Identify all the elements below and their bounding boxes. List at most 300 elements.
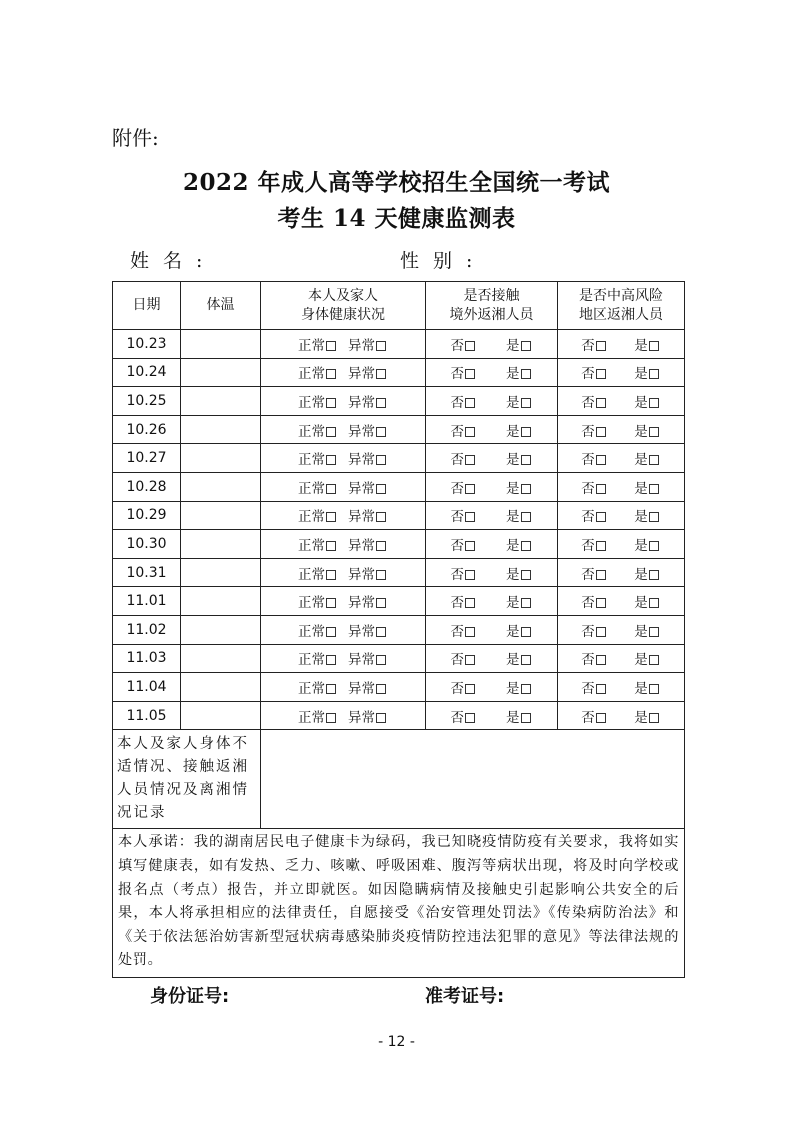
exam-number-label: 准考证号: [425, 986, 505, 1007]
temperature-cell[interactable] [181, 615, 261, 644]
page-number: - 12 - [378, 1034, 415, 1050]
checkbox-icon[interactable] [649, 369, 659, 379]
column-header-date: 日期 [113, 282, 181, 330]
checkbox-icon[interactable] [326, 455, 336, 465]
checkbox-icon[interactable] [521, 484, 531, 494]
date-cell: 11.03 [113, 644, 181, 673]
no-option[interactable] [451, 648, 478, 668]
no-option[interactable] [581, 448, 608, 468]
yes-option[interactable] [634, 334, 661, 354]
no-label: 否 [450, 709, 464, 726]
no-option[interactable] [581, 477, 608, 497]
yes-option[interactable] [634, 563, 661, 583]
abnormal-option[interactable] [348, 563, 388, 583]
yes-option[interactable] [506, 648, 533, 668]
no-option[interactable] [581, 362, 608, 382]
no-option[interactable] [581, 620, 608, 640]
contact-cell [426, 701, 558, 730]
yes-label: 是 [634, 337, 648, 354]
yes-label: 是 [634, 709, 648, 726]
no-option[interactable] [581, 534, 608, 554]
no-label: 否 [581, 337, 595, 354]
table-row [113, 615, 685, 644]
no-option[interactable] [451, 448, 478, 468]
normal-label: 正常 [298, 566, 325, 583]
yes-label: 是 [506, 595, 520, 612]
abnormal-option[interactable] [348, 706, 388, 726]
yes-option[interactable] [634, 534, 661, 554]
checkbox-icon[interactable] [465, 598, 475, 608]
yes-option[interactable] [506, 505, 533, 525]
contact-cell [426, 444, 558, 473]
date-cell: 10.24 [113, 358, 181, 387]
risk-area-cell [558, 415, 685, 444]
risk-area-cell [558, 472, 685, 501]
yes-label: 是 [634, 680, 648, 697]
health-status-cell [261, 530, 426, 559]
normal-label: 正常 [298, 394, 325, 411]
checkbox-icon[interactable] [521, 427, 531, 437]
checkbox-icon[interactable] [521, 684, 531, 694]
normal-option[interactable] [298, 448, 338, 468]
checkbox-icon[interactable] [326, 341, 336, 351]
checkbox-icon[interactable] [596, 427, 606, 437]
no-option[interactable] [581, 334, 608, 354]
checkbox-icon[interactable] [465, 684, 475, 694]
normal-label: 正常 [298, 366, 325, 383]
checkbox-icon[interactable] [326, 713, 336, 723]
checkbox-icon[interactable] [596, 484, 606, 494]
abnormal-option[interactable] [348, 391, 388, 411]
checkbox-icon[interactable] [596, 713, 606, 723]
abnormal-option[interactable] [348, 334, 388, 354]
health-status-cell [261, 415, 426, 444]
checkbox-icon[interactable] [649, 655, 659, 665]
normal-option[interactable] [298, 505, 338, 525]
no-option[interactable] [451, 505, 478, 525]
checkbox-icon[interactable] [521, 455, 531, 465]
yes-option[interactable] [634, 591, 661, 611]
no-option[interactable] [451, 706, 478, 726]
checkbox-icon[interactable] [521, 341, 531, 351]
abnormal-option[interactable] [348, 505, 388, 525]
checkbox-icon[interactable] [326, 684, 336, 694]
no-label: 否 [450, 452, 464, 469]
checkbox-icon[interactable] [521, 369, 531, 379]
no-label: 否 [450, 537, 464, 554]
temperature-cell[interactable] [181, 444, 261, 473]
yes-option[interactable] [506, 477, 533, 497]
yes-option[interactable] [634, 648, 661, 668]
checkbox-icon[interactable] [376, 341, 386, 351]
abnormal-option[interactable] [348, 620, 388, 640]
checkbox-icon[interactable] [465, 713, 475, 723]
column-header-risk-area: 是否中高风险 地区返湘人员 [558, 282, 685, 330]
abnormal-option[interactable] [348, 677, 388, 697]
yes-label: 是 [506, 566, 520, 583]
no-option[interactable] [581, 563, 608, 583]
date-cell: 11.02 [113, 615, 181, 644]
abnormal-option[interactable] [348, 591, 388, 611]
checkbox-icon[interactable] [465, 427, 475, 437]
normal-label: 正常 [298, 709, 325, 726]
normal-label: 正常 [298, 509, 325, 526]
abnormal-option[interactable] [348, 420, 388, 440]
record-field[interactable] [261, 730, 685, 829]
temperature-cell[interactable] [181, 587, 261, 616]
no-option[interactable] [581, 391, 608, 411]
abnormal-label: 异常 [348, 652, 375, 669]
checkbox-icon[interactable] [465, 369, 475, 379]
health-status-cell [261, 387, 426, 416]
abnormal-label: 异常 [348, 394, 375, 411]
checkbox-icon[interactable] [465, 455, 475, 465]
checkbox-icon[interactable] [596, 627, 606, 637]
checkbox-icon[interactable] [326, 598, 336, 608]
checkbox-icon[interactable] [376, 627, 386, 637]
risk-area-cell [558, 530, 685, 559]
normal-label: 正常 [298, 652, 325, 669]
checkbox-icon[interactable] [326, 627, 336, 637]
no-option[interactable] [581, 677, 608, 697]
abnormal-option[interactable] [348, 534, 388, 554]
checkbox-icon[interactable] [376, 398, 386, 408]
temperature-cell[interactable] [181, 701, 261, 730]
abnormal-option[interactable] [348, 477, 388, 497]
checkbox-icon[interactable] [649, 455, 659, 465]
no-option[interactable] [451, 563, 478, 583]
no-option[interactable] [581, 591, 608, 611]
checkbox-icon[interactable] [596, 455, 606, 465]
yes-label: 是 [506, 394, 520, 411]
yes-label: 是 [506, 509, 520, 526]
yes-label: 是 [634, 423, 648, 440]
normal-option[interactable] [298, 362, 338, 382]
checkbox-icon[interactable] [521, 541, 531, 551]
table-row [113, 415, 685, 444]
contact-cell [426, 530, 558, 559]
yes-label: 是 [506, 623, 520, 640]
contact-cell [426, 558, 558, 587]
column-header-temperature: 体温 [181, 282, 261, 330]
checkbox-icon[interactable] [326, 427, 336, 437]
date-cell: 10.29 [113, 501, 181, 530]
temperature-cell[interactable] [181, 501, 261, 530]
health-status-cell [261, 673, 426, 702]
normal-label: 正常 [298, 595, 325, 612]
yes-option[interactable] [506, 706, 533, 726]
normal-option[interactable] [298, 563, 338, 583]
yes-option[interactable] [634, 706, 661, 726]
checkbox-icon[interactable] [596, 541, 606, 551]
checkbox-icon[interactable] [465, 398, 475, 408]
checkbox-icon[interactable] [326, 541, 336, 551]
normal-option[interactable] [298, 334, 338, 354]
checkbox-icon[interactable] [649, 598, 659, 608]
no-label: 否 [581, 509, 595, 526]
checkbox-icon[interactable] [521, 598, 531, 608]
no-option[interactable] [451, 477, 478, 497]
table-row [113, 530, 685, 559]
normal-option[interactable] [298, 534, 338, 554]
yes-label: 是 [634, 623, 648, 640]
table-row [113, 673, 685, 702]
checkbox-icon[interactable] [376, 655, 386, 665]
checkbox-icon[interactable] [596, 512, 606, 522]
checkbox-icon[interactable] [376, 713, 386, 723]
checkbox-icon[interactable] [376, 598, 386, 608]
checkbox-icon[interactable] [596, 684, 606, 694]
yes-option[interactable] [506, 362, 533, 382]
abnormal-option[interactable] [348, 648, 388, 668]
name-label: 姓名: [130, 250, 217, 272]
temperature-cell[interactable] [181, 330, 261, 359]
normal-label: 正常 [298, 337, 325, 354]
checkbox-icon[interactable] [649, 512, 659, 522]
contact-cell [426, 387, 558, 416]
id-number-label: 身份证号: [150, 986, 230, 1007]
table-row [113, 330, 685, 359]
checkbox-icon[interactable] [376, 684, 386, 694]
no-label: 否 [581, 366, 595, 383]
contact-cell [426, 501, 558, 530]
yes-option[interactable] [634, 620, 661, 640]
checkbox-icon[interactable] [649, 541, 659, 551]
yes-option[interactable] [506, 591, 533, 611]
no-label: 否 [581, 652, 595, 669]
health-status-cell [261, 444, 426, 473]
yes-label: 是 [634, 652, 648, 669]
date-cell: 11.04 [113, 673, 181, 702]
abnormal-option[interactable] [348, 362, 388, 382]
table-row [113, 444, 685, 473]
yes-option[interactable] [634, 391, 661, 411]
yes-option[interactable] [506, 334, 533, 354]
temperature-cell[interactable] [181, 387, 261, 416]
normal-option[interactable] [298, 391, 338, 411]
date-cell: 10.26 [113, 415, 181, 444]
abnormal-label: 异常 [348, 623, 375, 640]
temperature-cell[interactable] [181, 673, 261, 702]
no-label: 否 [450, 652, 464, 669]
checkbox-icon[interactable] [376, 455, 386, 465]
no-option[interactable] [451, 620, 478, 640]
normal-option[interactable] [298, 706, 338, 726]
checkbox-icon[interactable] [649, 627, 659, 637]
temperature-cell[interactable] [181, 530, 261, 559]
no-option[interactable] [451, 391, 478, 411]
risk-area-cell [558, 587, 685, 616]
risk-area-cell [558, 615, 685, 644]
risk-area-cell [558, 358, 685, 387]
checkbox-icon[interactable] [596, 570, 606, 580]
checkbox-icon[interactable] [465, 512, 475, 522]
document-title: 2022 年成人高等学校招生全国统一考试 [182, 169, 611, 196]
yes-label: 是 [506, 680, 520, 697]
normal-option[interactable] [298, 648, 338, 668]
no-option[interactable] [451, 534, 478, 554]
normal-option[interactable] [298, 677, 338, 697]
temperature-cell[interactable] [181, 472, 261, 501]
checkbox-icon[interactable] [376, 484, 386, 494]
no-option[interactable] [581, 420, 608, 440]
temperature-cell[interactable] [181, 358, 261, 387]
checkbox-icon[interactable] [521, 398, 531, 408]
checkbox-icon[interactable] [649, 684, 659, 694]
abnormal-label: 异常 [348, 509, 375, 526]
abnormal-label: 异常 [348, 595, 375, 612]
table-row [113, 558, 685, 587]
document-subtitle: 考生 14 天健康监测表 [277, 205, 516, 232]
no-label: 否 [581, 537, 595, 554]
checkbox-icon[interactable] [326, 369, 336, 379]
checkbox-icon[interactable] [521, 627, 531, 637]
no-label: 否 [581, 709, 595, 726]
table-row [113, 501, 685, 530]
yes-label: 是 [506, 652, 520, 669]
no-label: 否 [450, 509, 464, 526]
yes-option[interactable] [506, 620, 533, 640]
no-option[interactable] [451, 334, 478, 354]
yes-label: 是 [506, 709, 520, 726]
checkbox-icon[interactable] [596, 598, 606, 608]
no-label: 否 [581, 480, 595, 497]
checkbox-icon[interactable] [596, 655, 606, 665]
normal-label: 正常 [298, 452, 325, 469]
yes-option[interactable] [506, 563, 533, 583]
no-option[interactable] [451, 362, 478, 382]
checkbox-icon[interactable] [649, 713, 659, 723]
no-option[interactable] [451, 591, 478, 611]
checkbox-icon[interactable] [521, 713, 531, 723]
yes-label: 是 [506, 537, 520, 554]
yes-label: 是 [506, 423, 520, 440]
risk-area-cell [558, 330, 685, 359]
checkbox-icon[interactable] [465, 655, 475, 665]
checkbox-icon[interactable] [376, 570, 386, 580]
no-option[interactable] [581, 706, 608, 726]
normal-option[interactable] [298, 477, 338, 497]
health-status-cell [261, 558, 426, 587]
checkbox-icon[interactable] [376, 427, 386, 437]
yes-option[interactable] [634, 677, 661, 697]
abnormal-label: 异常 [348, 537, 375, 554]
health-status-cell [261, 701, 426, 730]
checkbox-icon[interactable] [649, 570, 659, 580]
checkbox-icon[interactable] [465, 341, 475, 351]
no-label: 否 [581, 566, 595, 583]
temperature-cell[interactable] [181, 644, 261, 673]
yes-option[interactable] [634, 448, 661, 468]
checkbox-icon[interactable] [376, 369, 386, 379]
yes-option[interactable] [506, 448, 533, 468]
yes-label: 是 [634, 537, 648, 554]
record-row [113, 730, 685, 829]
date-cell: 10.28 [113, 472, 181, 501]
yes-label: 是 [506, 366, 520, 383]
temperature-cell[interactable] [181, 558, 261, 587]
yes-option[interactable] [506, 391, 533, 411]
checkbox-icon[interactable] [326, 398, 336, 408]
checkbox-icon[interactable] [596, 398, 606, 408]
health-status-cell [261, 587, 426, 616]
checkbox-icon[interactable] [649, 427, 659, 437]
table-row [113, 387, 685, 416]
no-label: 否 [581, 394, 595, 411]
no-label: 否 [581, 680, 595, 697]
checkbox-icon[interactable] [465, 570, 475, 580]
checkbox-icon[interactable] [465, 627, 475, 637]
yes-label: 是 [506, 480, 520, 497]
checkbox-icon[interactable] [326, 484, 336, 494]
no-option[interactable] [451, 420, 478, 440]
yes-option[interactable] [506, 534, 533, 554]
no-label: 否 [450, 623, 464, 640]
yes-option[interactable] [634, 420, 661, 440]
table-row [113, 587, 685, 616]
record-label: 本人及家人身体不适情况、接触返湘人员情况及离湘情况记录 [113, 730, 261, 829]
contact-cell [426, 587, 558, 616]
abnormal-label: 异常 [348, 566, 375, 583]
normal-option[interactable] [298, 420, 338, 440]
checkbox-icon[interactable] [376, 512, 386, 522]
no-option[interactable] [581, 505, 608, 525]
yes-label: 是 [634, 452, 648, 469]
no-label: 否 [450, 394, 464, 411]
abnormal-label: 异常 [348, 423, 375, 440]
yes-option[interactable] [634, 362, 661, 382]
yes-option[interactable] [506, 420, 533, 440]
checkbox-icon[interactable] [649, 341, 659, 351]
checkbox-icon[interactable] [521, 512, 531, 522]
abnormal-label: 异常 [348, 337, 375, 354]
no-option[interactable] [581, 648, 608, 668]
checkbox-icon[interactable] [649, 484, 659, 494]
checkbox-icon[interactable] [326, 655, 336, 665]
yes-option[interactable] [634, 477, 661, 497]
normal-option[interactable] [298, 620, 338, 640]
checkbox-icon[interactable] [596, 369, 606, 379]
no-label: 否 [450, 595, 464, 612]
contact-cell [426, 415, 558, 444]
no-option[interactable] [451, 677, 478, 697]
checkbox-icon[interactable] [326, 512, 336, 522]
checkbox-icon[interactable] [465, 484, 475, 494]
yes-label: 是 [634, 509, 648, 526]
risk-area-cell [558, 444, 685, 473]
checkbox-icon[interactable] [649, 398, 659, 408]
temperature-cell[interactable] [181, 415, 261, 444]
no-label: 否 [581, 623, 595, 640]
yes-option[interactable] [506, 677, 533, 697]
no-label: 否 [450, 423, 464, 440]
checkbox-icon[interactable] [521, 655, 531, 665]
date-cell: 10.31 [113, 558, 181, 587]
date-cell: 10.23 [113, 330, 181, 359]
health-monitoring-table [112, 281, 685, 978]
checkbox-icon[interactable] [521, 570, 531, 580]
checkbox-icon[interactable] [596, 341, 606, 351]
no-label: 否 [450, 337, 464, 354]
yes-option[interactable] [634, 505, 661, 525]
abnormal-option[interactable] [348, 448, 388, 468]
normal-option[interactable] [298, 591, 338, 611]
yes-label: 是 [506, 452, 520, 469]
checkbox-icon[interactable] [326, 570, 336, 580]
no-label: 否 [450, 366, 464, 383]
checkbox-icon[interactable] [465, 541, 475, 551]
checkbox-icon[interactable] [376, 541, 386, 551]
